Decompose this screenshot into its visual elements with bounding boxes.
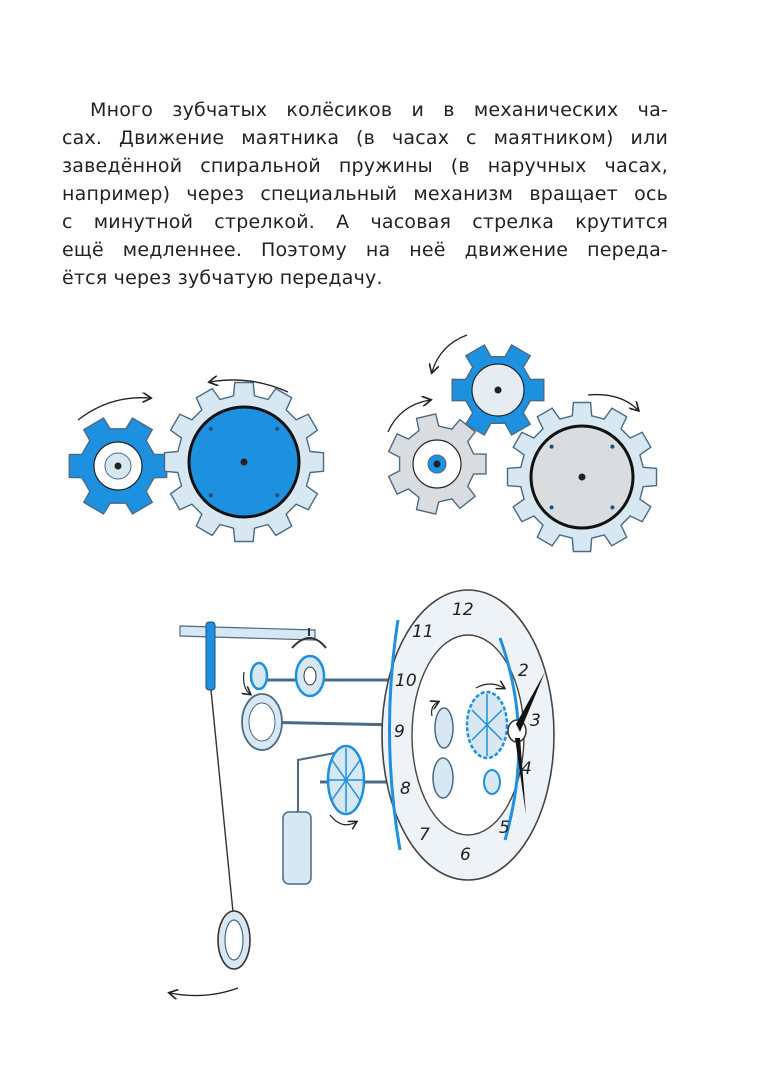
numeral-7: 7: [419, 825, 430, 845]
numeral-10: 10: [395, 671, 417, 691]
paragraph-line: сах. Движение маятника (в часах с маятником) или: [62, 127, 668, 149]
gear-bolt: [610, 445, 614, 449]
rotation-arrow: [244, 672, 250, 694]
numeral-2: 2: [518, 661, 529, 681]
rotation-arrow: [330, 815, 356, 825]
escape-wheel: [296, 656, 324, 696]
inner-spoked-gear: [467, 692, 507, 758]
gear-bolt: [209, 427, 213, 431]
inner-gear: [435, 708, 453, 748]
weight: [283, 812, 311, 884]
gear-hub: [434, 461, 441, 468]
paragraph-line: ещё медленнее. Поэтому на неё движение переда-: [62, 239, 668, 261]
gear-bolt: [275, 427, 279, 431]
rotation-arrow: [432, 335, 467, 372]
frame-bar: [180, 626, 315, 640]
gear-bolt: [209, 493, 213, 497]
gear-bolt: [275, 493, 279, 497]
gear-hub: [495, 387, 502, 394]
rotation-arrow: [78, 398, 150, 420]
small-escape-gear: [251, 663, 267, 689]
paragraph-line: например) через специальный механизм вращает ось: [62, 183, 668, 205]
clock-mechanism: [170, 590, 554, 996]
spoked-wheel: [328, 746, 364, 814]
gear-hub: [241, 459, 248, 466]
large-blue-gear: [165, 383, 324, 542]
gear-bolt: [550, 445, 554, 449]
numeral-8: 8: [400, 779, 411, 799]
gear-pair-left: [69, 380, 323, 542]
small-grey-gear: [389, 414, 486, 514]
rotation-arrow: [588, 395, 638, 410]
small-blue-gear: [69, 418, 166, 514]
pendulum-rod: [211, 690, 233, 912]
numeral-12: 12: [452, 600, 474, 620]
pendulum-bob-inner: [225, 920, 243, 960]
top-blue-gear: [452, 345, 544, 435]
pendulum-hanger: [206, 622, 215, 690]
gear-bolt: [550, 505, 554, 509]
numeral-5: 5: [499, 818, 510, 838]
inner-gear: [484, 770, 500, 794]
gear-hub: [579, 474, 586, 481]
numeral-11: 11: [412, 622, 434, 642]
numeral-9: 9: [394, 722, 405, 742]
gear-bolt: [610, 505, 614, 509]
numeral-3: 3: [530, 711, 541, 731]
paragraph-line: заведённой спиральной пружины (в наручных часах,: [62, 155, 668, 177]
numeral-4: 4: [521, 759, 532, 779]
gear-trio-right: [388, 335, 657, 552]
pendulum-arrow: [170, 988, 238, 996]
middle-wheel: [242, 694, 282, 750]
paragraph-line: с минутной стрелкой. А часовая стрелка крутится: [62, 211, 668, 233]
gear-hub: [115, 463, 122, 470]
paragraph-line: Много зубчатых колёсиков и в механических ча-: [90, 99, 668, 121]
inner-gear: [433, 758, 453, 798]
numeral-6: 6: [460, 845, 471, 865]
paragraph-line: ётся через зубчатую передачу.: [62, 267, 383, 289]
